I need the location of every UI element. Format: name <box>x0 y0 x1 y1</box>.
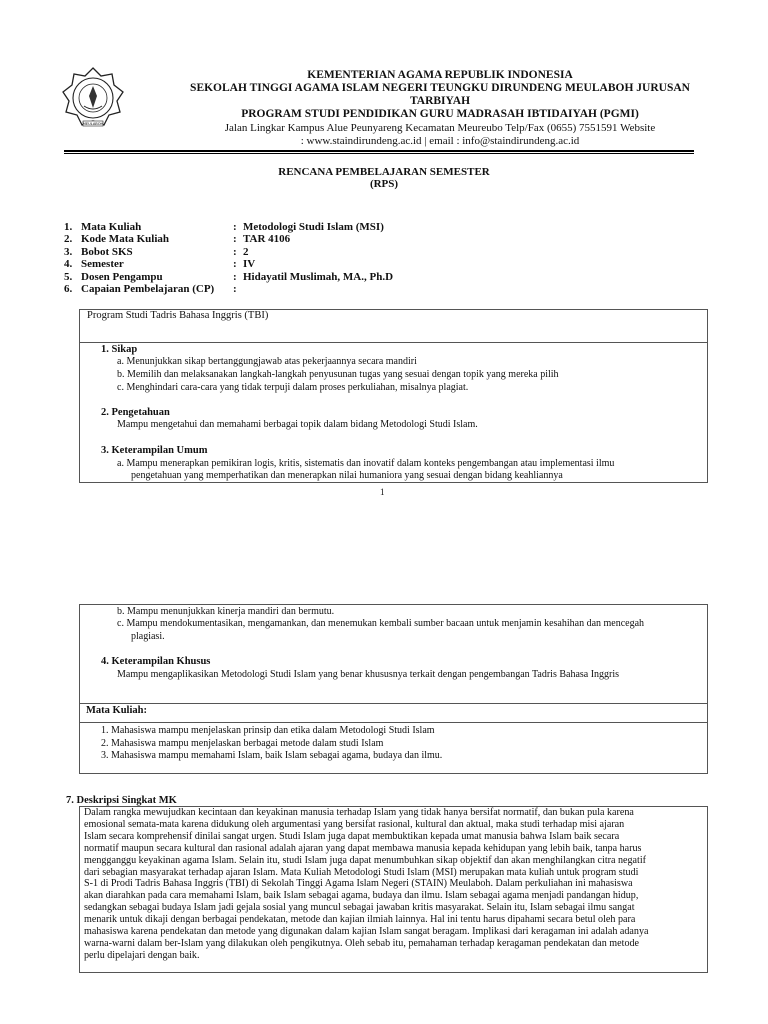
document-subtitle: (RPS) <box>369 178 399 190</box>
institution-name: SEKOLAH TINGGI AGAMA ISLAM NEGERI TEUNGKU DIRUNDENG MEULABOH JURUSAN <box>190 82 690 94</box>
ku-c-line1: c. Mampu mendokumentasikan, mengamankan, dan menemukan kembali sumber bacaan untuk menjamin kesahihan dan mencegah <box>117 618 645 629</box>
sikap-c: c. Menghindari cara-cara yang tidak terpuji dalam proses perkuliahan, misalnya plagiat. <box>117 382 469 393</box>
keterampilan-khusus-text: Mampu mengaplikasikan Metodologi Studi Islam yang benar khususnya terkait dengan pengembangan Tadris Bahasa Inggris <box>117 669 620 680</box>
faculty-name: TARBIYAH <box>409 95 471 107</box>
institution-logo <box>60 66 126 132</box>
deskripsi-heading: 7. Deskripsi Singkat MK <box>66 795 177 806</box>
deskripsi-text: Dalam rangka mewujudkan kecintaan dan keyakinan manusia terhadap Islam yang tidak hanya bersifat normatif, dan bukan pula karena emosional semata-mata karena didukung oleh argumentasi yang bersifat rasional, kultural dan aktual, maka studi terhadap misi ajaran Islam secara komprehensif dinilai sangat urgen. Studi Islam juga dapat membuktikan kepada umat manusia bahwa Islam baik secara normatif maupun secara kultural dan rasional adalah ajaran yang dapat membawa manusia kepada kehidupan yang lebih baik, tanpa harus mengganggu keyakinan agama Islam. Selain itu, studi Islam juga dapat menumbuhkan sikap objektif dan akan menghilangkan citra negatif dari sebagian masyarakat terhadap ajaran Islam. Mata Kuliah Metodologi Studi Islam (MSI) merupakan mata kuliah untuk program studi S-1 di Prodi Tadris Bahasa Inggris (TBI) di Sekolah Tinggi Agama Islam Negeri (STAIN) Meulaboh. Dalam perkuliahan ini mahasiswa akan diarahkan pada cara memahami Islam, baik Islam sebagai agama, budaya dan ilmu. Islam sebagai agama menjadi pandangan hidup, sedangkan sebagai budaya Islam jadi gejala sosial yang muncul sebagai jawaban kritis masyarakat. Selain itu, Islam sebagai ilmu sangat menarik untuk dikaji dengan berbagai pendekatan, metode dan kajian ilmiah lainnya. Hal ini tentu harus dipahami secara betul oleh para mahasiswa karena pendekatan dan metode yang digunakan dalam kajian Islam sangat beragam. Implikasi dari keragaman ini adalah adanya warna-warni dalam ber-Islam yang dilakukan oleh pengikutnya. Oleh sebab itu, pemahaman terhadap keragaman pendekatan dan metode perlu dipelajari dengan baik. <box>84 807 649 961</box>
svg-text:MEULABOH: MEULABOH <box>82 122 104 126</box>
program-name: PROGRAM STUDI PENDIDIKAN GURU MADRASAH IBTIDAIYAH (PGMI) <box>241 108 639 120</box>
mata-kuliah-heading: Mata Kuliah: <box>86 705 147 716</box>
sikap-heading: 1. Sikap <box>101 344 138 355</box>
header-rule <box>64 150 694 152</box>
page-number: 1 <box>380 487 385 497</box>
program-label: Program Studi Tadris Bahasa Inggris (TBI) <box>87 310 269 321</box>
header-rule-thin <box>64 153 694 154</box>
ku-b: b. Mampu menunjukkan kinerja mandiri dan bermutu. <box>117 606 335 617</box>
contact-line: : www.staindirundeng.ac.id | email : info@staindirundeng.ac.id <box>300 135 580 147</box>
ku-a-line1: a. Mampu menerapkan pemikiran logis, kritis, sistematis dan inovatif dalam konteks pengembangan atau implementasi ilmu <box>117 458 615 469</box>
pengetahuan-text: Mampu mengetahui dan memahami berbagai topik dalam bidang Metodologi Studi Islam. <box>117 419 478 430</box>
ministry-title: KEMENTERIAN AGAMA REPUBLIK INDONESIA <box>307 69 573 81</box>
ku-a-line2: pengetahuan yang memperhatikan dan menerapkan nilai humaniora yang sesuai dengan bidang keahliannya <box>131 470 563 481</box>
ku-c-line2: plagiasi. <box>131 631 165 642</box>
mata-kuliah-header-cell <box>79 703 708 723</box>
list-item: 1. Mahasiswa mampu menjelaskan prinsip dan etika dalam Metodologi Studi Islam <box>101 725 435 736</box>
list-item: 2. Mahasiswa mampu menjelaskan berbagai metode dalam studi Islam <box>101 738 384 749</box>
keterampilan-umum-heading: 3. Keterampilan Umum <box>101 445 208 456</box>
sikap-a: a. Menunjukkan sikap bertanggungjawab atas pekerjaannya secara mandiri <box>117 356 417 367</box>
pengetahuan-heading: 2. Pengetahuan <box>101 407 170 418</box>
sikap-b: b. Memilih dan melaksanakan langkah-langkah penyusunan tugas yang sesuai dengan topik yang mereka pilih <box>117 369 559 380</box>
list-item: 3. Mahasiswa mampu memahami Islam, baik Islam sebagai agama, budaya dan ilmu. <box>101 750 443 761</box>
keterampilan-khusus-heading: 4. Keterampilan Khusus <box>101 656 211 667</box>
document-title: RENCANA PEMBELAJARAN SEMESTER <box>278 166 490 178</box>
address-line: Jalan Lingkar Kampus Alue Peunyareng Kecamatan Meureubo Telp/Fax (0655) 7551591 Website <box>224 122 656 134</box>
